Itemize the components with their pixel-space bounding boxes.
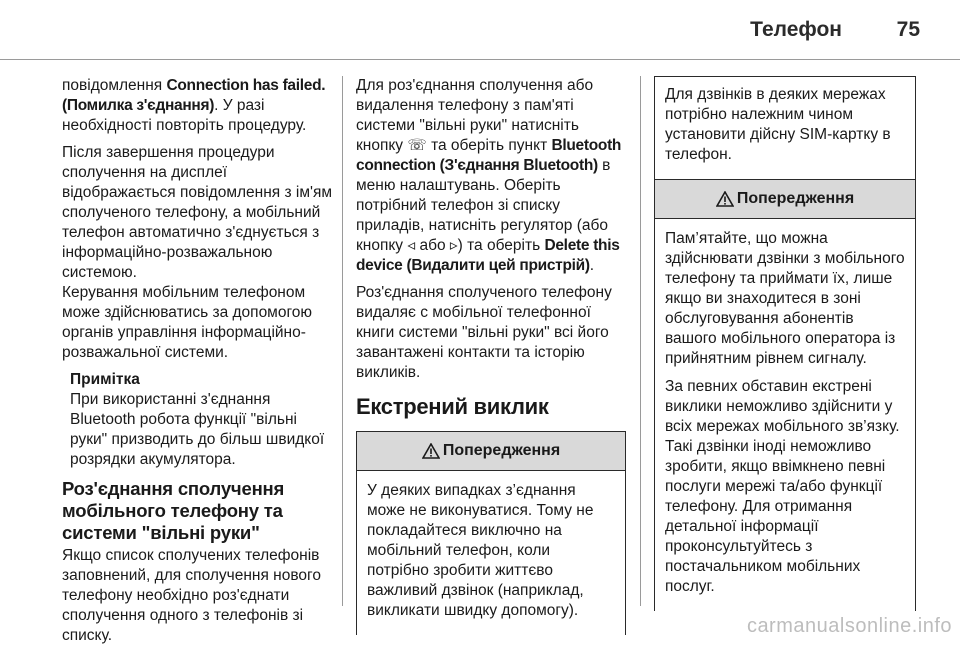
warning-text: Пам’ятайте, що можна здійснювати дзвінки з мобільного телефону та приймати їх, лише якщо ви знаходитеся в зоні обслуговування абонентів вашого мобільного оператора із прийнятним рівнем сигналу.: [665, 230, 905, 367]
page-header: [0, 0, 960, 60]
column-3: [654, 76, 916, 611]
bold-text: Delete this device (Видалити цей пристрій): [356, 237, 620, 274]
warning-icon: [422, 443, 440, 459]
note: [62, 370, 332, 470]
section-heading: Екстрений виклик: [356, 394, 549, 419]
text: .: [589, 257, 595, 274]
paragraph: Після завершення процедури сполучення на дисплеї відображається повідомлення з ім'ям сполученого телефону, а мобільний телефон автоматично з'єднується з інформаційно-розважальною системою.: [62, 144, 333, 281]
warning-title: Попередження: [736, 190, 855, 207]
text: повідомлення: [62, 77, 167, 94]
page-number: 75: [896, 18, 920, 41]
page-title: Телефон: [750, 18, 842, 41]
text: Для роз'єднання сполучення або видалення телефону з пам'яті системи "вільні руки" натисніть кнопку: [356, 77, 594, 154]
warning-header: [655, 180, 915, 219]
warning-body: [357, 471, 625, 635]
text: в меню налаштувань. Оберіть потрібний телефон зі списку приладів, натисніть регулятор (або кнопку ◃ або ▹) та оберіть: [356, 157, 611, 254]
note-text: При використанні з'єднання Bluetooth робота функції "вільні руки" призводить до більш швидкої розрядки акумулятора.: [70, 391, 325, 468]
warning-box: [356, 431, 626, 635]
paragraph: Роз'єднання сполученого телефону видаляє с мобільної телефонної книги системи "вільні руки" всі його завантажені контакти та історію викликів.: [356, 284, 612, 381]
paragraph: [356, 76, 626, 276]
column-divider: [342, 76, 343, 606]
text: та оберіть пункт: [426, 137, 552, 154]
column-divider: [640, 76, 641, 606]
phone-icon: ☏: [407, 137, 427, 154]
column-2: [356, 76, 626, 635]
text: . У разі необхідності повторіть процедуру.: [62, 97, 307, 134]
warning-body: [655, 219, 915, 611]
paragraph: Якщо список сполучених телефонів заповнений, для сполучення нового телефону необхідно роз'єднати сполучення одного з телефонів зі списку.: [62, 547, 321, 644]
warning-icon: [716, 191, 734, 207]
warning-header: [357, 432, 625, 471]
paragraph: [62, 76, 332, 136]
note-title: Примітка: [70, 371, 140, 388]
info-box: [654, 76, 916, 179]
warning-title: Попередження: [442, 442, 561, 459]
bold-text: Connection has failed. (Помилка з'єднання): [62, 77, 326, 114]
column-1: [62, 76, 332, 653]
warning-text: За певних обставин екстрені виклики неможливо здійснити у всіх мережах мобільного зв’язку. Такі дзвінки іноді неможливо зробити, якщо ввімкнено певні послуги мережі та/або функції телефону. Для отримання детальної інформації проконсультуйтесь з постачальником мобільних послуг.: [665, 378, 900, 595]
paragraph: Керування мобільним телефоном може здійснюватись за допомогою органів управління інформаційно-розважальної системи.: [62, 284, 313, 361]
bold-text: Bluetooth connection (З'єднання Bluetooth): [356, 137, 622, 174]
warning-text: У деяких випадках з’єднання може не виконуватися. Тому не покладайтеся виключно на мобільний телефон, коли потрібно зробити життєво важливий дзвінок (наприклад, викликати швидку допомогу).: [367, 482, 594, 619]
section-heading: Роз'єднання сполучення мобільного телефону та системи "вільні руки": [62, 478, 285, 543]
warning-box: [654, 179, 916, 611]
watermark: carmanualsonline.info: [746, 615, 952, 637]
info-text: Для дзвінків в деяких мережах потрібно належним чином установити дійсну SIM-картку в телефон.: [665, 86, 891, 163]
